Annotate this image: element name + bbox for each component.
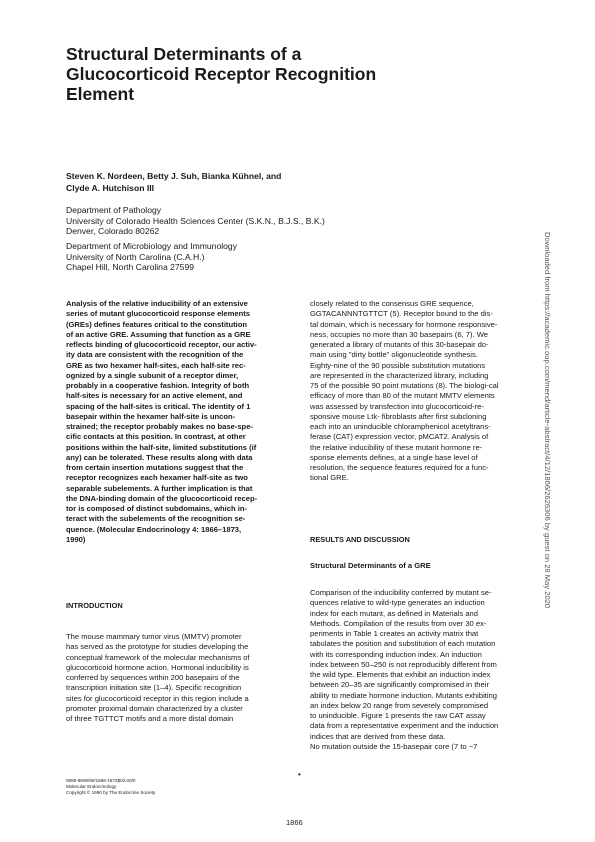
text-line: with its corresponding induction index. An induction xyxy=(310,649,482,659)
text-line: conceptual framework of the molecular mechanisms of xyxy=(66,652,250,662)
text-line: sponsive mouse Ltk- fibroblasts after first subcloning xyxy=(310,411,487,421)
text-line: glucocorticoid hormone action. Hormonal inducibility is xyxy=(66,662,249,672)
download-watermark xyxy=(543,232,563,632)
text-line: quence. (Molecular Endocrinology 4: 1866–1873, xyxy=(66,524,242,534)
footnote-line: Copyright © 1990 by The Endocrine Society xyxy=(66,790,156,795)
text-line: Methods. Compilation of the results from over 30 ex- xyxy=(310,618,487,628)
footnote-marker: • xyxy=(298,770,301,779)
affiliation-line: Chapel Hill, North Carolina 27599 xyxy=(66,262,195,273)
text-line: tal domain, which is necessary for hormone responsive- xyxy=(310,319,498,329)
text-line: each into an uninducible chloramphenicol acetyltrans- xyxy=(310,422,491,431)
text-line: probably in a cooperative fashion. Integrity of both xyxy=(66,381,250,390)
text-line: GRE as two hexamer half-sites, each half-site rec- xyxy=(66,360,246,370)
text-line: closely related to the consensus GRE sequence, xyxy=(310,299,474,308)
text-line: the wild type. Elements that exhibit an induction index xyxy=(310,670,491,679)
text-line: index for each mutant, as defined in Materials and xyxy=(310,608,479,618)
text-line: promoter proximal domain characterized by a cluster xyxy=(66,703,243,713)
text-line: quences relative to wild-type generates an induction xyxy=(310,598,485,608)
text-line: has served as the prototype for studies developing the xyxy=(66,642,249,652)
text-line: spacing of the half-sites is critical. The identity of 1 xyxy=(66,401,251,411)
text-line: reflects binding of glucocorticoid receptor, our activ- xyxy=(66,340,257,349)
text-line: ferase (CAT) expression vector, pMCAT2. Analysis of xyxy=(310,432,489,442)
footnote xyxy=(66,778,155,796)
title-line: Glucocorticoid Receptor Recognition xyxy=(66,64,377,84)
text-line: from certain insertion mutations suggest that the xyxy=(66,463,244,472)
text-line: index between 50–250 is not reproducibly different from xyxy=(310,659,497,669)
text-line: conferred by sequences within 200 basepairs of the xyxy=(66,673,240,682)
footnote-line: 0888-8809/90/1866-1873$02.00/0 xyxy=(66,778,136,783)
text-line: ness, occupies no more than 30 basepairs (6, 7). We xyxy=(310,329,488,339)
text-line: half-sites is necessary for an active element, and xyxy=(66,391,243,401)
text-line: resolution, the sequence features required for a func- xyxy=(310,463,489,472)
text-line: positions within the half-site, limited substitutions (if xyxy=(66,442,257,452)
author-line: Steven K. Nordeen, Betty J. Suh, Bianka Kühnel, and xyxy=(66,171,282,181)
text-line: data from a representative experiment and the induction xyxy=(310,721,499,731)
affiliation-1 xyxy=(66,205,325,237)
abstract xyxy=(66,299,294,545)
text-line: Eighty-nine of the 90 possible substitution mutations xyxy=(310,360,486,370)
text-line: transcription initiation site (1–4). Specific recognition xyxy=(66,683,242,693)
text-line: to uninducible. Figure 1 presents the raw CAT assay xyxy=(310,711,486,720)
text-line: was assessed by transfection into glucocorticoid-re- xyxy=(310,401,484,411)
right-column-bottom xyxy=(310,588,536,752)
text-line: tor is composed of distinct subdomains, which in- xyxy=(66,504,247,513)
text-line: between 20–35 are significantly compromised in their xyxy=(310,680,489,690)
results-heading: RESULTS AND DISCUSSION xyxy=(310,535,410,544)
author-list xyxy=(66,170,366,194)
text-line: any) can be tolerated. These results along with data xyxy=(66,452,253,462)
text-line: sponse elements defines, at a single base level of xyxy=(310,452,478,462)
affiliation-2 xyxy=(66,241,237,273)
text-line: cific contacts at this position. In contrast, at other xyxy=(66,432,246,442)
text-line: ognized by a single subunit of a receptor dimer, xyxy=(66,370,239,380)
text-line: periments in Table 1 creates an activity matrix that xyxy=(310,629,479,638)
right-column-top xyxy=(310,299,536,484)
title-line: Structural Determinants of a xyxy=(66,44,302,64)
text-line: ability to mediate hormone induction. Mutants exhibiting xyxy=(310,690,497,700)
text-line: tional GRE. xyxy=(310,473,349,483)
text-line: basepair within the hexamer half-site is uncon- xyxy=(66,411,236,421)
affiliation-line: Department of Microbiology and Immunology xyxy=(66,241,238,251)
text-line: main using "dirty bottle" oligonucleotide synthesis. xyxy=(310,350,478,360)
article-title xyxy=(66,44,406,104)
text-line: teract with the subelements of the recognition se- xyxy=(66,514,246,524)
author-line: Clyde A. Hutchison III xyxy=(66,183,155,193)
page-number: 1866 xyxy=(286,818,303,827)
text-line: Analysis of the relative inducibility of an extensive xyxy=(66,299,248,308)
text-line: are represented in the characterized library, including xyxy=(310,370,489,380)
text-line: an index below 20 range from severely compromised xyxy=(310,700,489,710)
text-line: indices that are derived from these data. xyxy=(310,731,446,741)
text-line: efficacy of more than 80 of the mutant MMTV elements xyxy=(310,391,495,401)
text-line: No mutation outside the 15-basepair core (7 to −7 xyxy=(310,741,478,751)
text-line: The mouse mammary tumor virus (MMTV) promoter xyxy=(66,632,242,641)
text-line: (GREs) defines features critical to the constitution xyxy=(66,319,248,329)
text-line: Comparison of the inducibility conferred by mutant se- xyxy=(310,588,492,597)
affiliation-line: Denver, Colorado 80262 xyxy=(66,226,160,237)
download-watermark-text: Downloaded from https://academic.oup.com/mend/article-abstract/4/12/1866/2626306 by guest on 28 May 2020 xyxy=(543,232,552,609)
text-line: generated a library of mutants of this 30-basepair do- xyxy=(310,340,489,349)
introduction-heading: INTRODUCTION xyxy=(66,601,123,610)
affiliation-line: Department of Pathology xyxy=(66,205,162,215)
text-line: sites for glucocorticoid receptor in this region include a xyxy=(66,693,249,703)
text-line: tabulates the position and substitution of each mutation xyxy=(310,639,496,649)
text-line: the relative inducibility of these mutant hormone re- xyxy=(310,442,483,452)
affiliation-line: University of North Carolina (C.A.H.) xyxy=(66,251,205,262)
text-line: of three TGTTCT motifs and a more distal domain xyxy=(66,714,234,723)
text-line: strained; the receptor probably makes no base-spe- xyxy=(66,422,253,431)
text-line: 1990) xyxy=(66,534,86,544)
text-line: of an active GRE. Assuming that function as a GRE xyxy=(66,329,251,339)
text-line: receptor recognizes each hexamer half-site as two xyxy=(66,473,248,483)
text-line: series of mutant glucocorticoid response elements xyxy=(66,309,250,319)
text-line: GGTACANNNTGTTCT (5). Receptor bound to the dis- xyxy=(310,309,493,319)
text-line: the DNA-binding domain of the glucocorticoid recep- xyxy=(66,493,258,503)
introduction-body xyxy=(66,632,294,724)
footnote-line: Molecular Endocrinology xyxy=(66,784,117,789)
text-line: 75 of the possible 90 point mutations (8). The biologi-cal xyxy=(310,381,499,390)
text-line: separable subelements. A further implication is that xyxy=(66,483,253,493)
title-line: Element xyxy=(66,84,135,104)
text-line: ity data are consistent with the recognition of the xyxy=(66,350,244,360)
affiliation-line: University of Colorado Health Sciences Center (S.K.N., B.J.S., B.K.) xyxy=(66,215,325,226)
section-subheading: Structural Determinants of a GRE xyxy=(310,561,431,570)
